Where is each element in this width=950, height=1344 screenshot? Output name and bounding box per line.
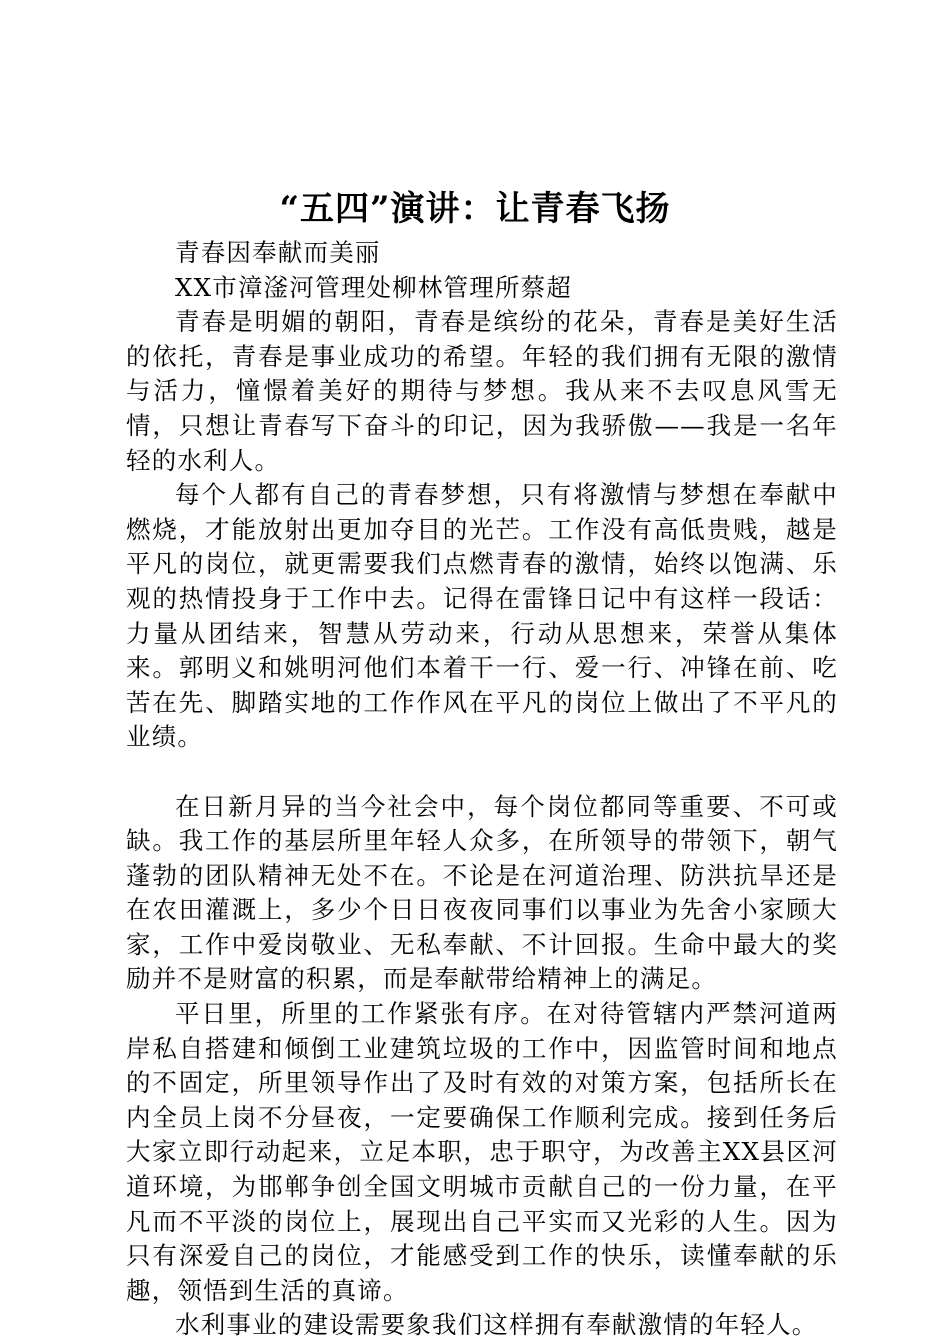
speech-subtitle: 青春因奉献而美丽 — [175, 238, 381, 267]
paragraph-4: 平日里，所里的工作紧张有序。在对待管辖内严禁河道两岸私自搭建和倾倒工业建筑垃圾的工作中，因监管时间和地点的不固定，所里领导作出了及时有效的对策方案，包括所长在内全员上岗不分昼夜，一定要确保工作顺利完成。接到任务后大家立即行动起来，立足本职，忠于职守，为改善主XX县区河道环境，为邯郸争创全国文明城市贡献自己的一份力量，在平凡而不平淡的岗位上，展现出自己平实而又光彩的人生。因为只有深爱自己的岗位，才能感受到工作的快乐，读懂奉献的乐趣，领悟到生活的真谛。 — [126, 999, 838, 1305]
document-body — [126, 236, 838, 1343]
paragraph-1: 青春是明媚的朝阳，青春是缤纷的花朵，青春是美好生活的依托，青春是事业成功的希望。年轻的我们拥有无限的激情与活力，憧憬着美好的期待与梦想。我从来不去叹息风雪无情，只想让青春写下奋斗的印记，因为我骄傲——我是一名年轻的水利人。 — [126, 307, 838, 475]
paragraph-5: 水利事业的建设需要象我们这样拥有奉献激情的年轻人。 — [175, 1310, 818, 1340]
speech-author: XX市漳滏河管理处柳林管理所蔡超 — [175, 272, 573, 302]
paragraph-3: 在日新月异的当今社会中，每个岗位都同等重要、不可或缺。我工作的基层所里年轻人众多，在所领导的带领下，朝气蓬勃的团队精神无处不在。不论是在河道治理、防洪抗旱还是在农田灌溉上，多少个日日夜夜同事们以事业为先舍小家顾大家，工作中爱岗敬业、无私奉献、不计回报。生命中最大的奖励并不是财富的积累，而是奉献带给精神上的满足。 — [126, 791, 838, 994]
document-title: “五四”演讲：让青春飞扬 — [279, 189, 671, 229]
paragraph-2: 每个人都有自己的青春梦想，只有将激情与梦想在奉献中燃烧，才能放射出更加夺目的光芒。工作没有高低贵贱，越是平凡的岗位，就更需要我们点燃青春的激情，始终以饱满、乐观的热情投身于工作中去。记得在雷锋日记中有这样一段话：力量从团结来，智慧从劳动来，行动从思想来，荣誉从集体来。郭明义和姚明河他们本着干一行、爱一行、冲锋在前、吃苦在先、脚踏实地的工作作风在平凡的岗位上做出了不平凡的业绩。 — [126, 480, 838, 752]
